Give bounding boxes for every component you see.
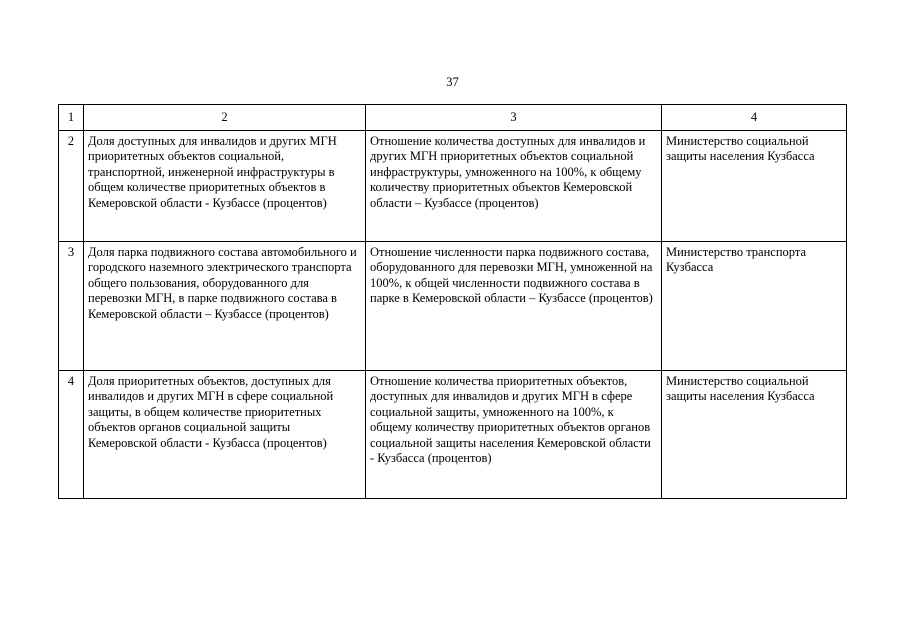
indicator-cell: Доля доступных для инвалидов и других МГН приоритетных объектов социальной, транспортной, инженерной инфраструктуры в общем количестве приоритетных объектов в Кемеровской области - Кузбассе (процентов) [84, 130, 366, 241]
row-number-cell: 3 [59, 241, 84, 370]
formula-cell: Отношение количества доступных для инвалидов и других МГН приоритетных объектов социальной инфраструктуры, умноженного на 100%, к общему количеству приоритетных объектов Кемеровской области – Кузбассе (процентов) [366, 130, 662, 241]
indicators-table [58, 104, 847, 499]
page-number: 37 [446, 75, 459, 89]
indicator-cell: Доля приоритетных объектов, доступных для инвалидов и других МГН в сфере социальной защиты, в общем количестве приоритетных объектов органов социальной защиты Кемеровской области - Кузбасса (процентов) [84, 370, 366, 498]
responsible-cell: Министерство социальной защиты населения Кузбасса [662, 370, 847, 498]
formula-cell: Отношение численности парка подвижного состава, оборудованного для перевозки МГН, умноженной на 100%, к общей численности подвижного состава в парке в Кемеровской области – Кузбассе (процентов) [366, 241, 662, 370]
column-header-2: 2 [84, 105, 366, 131]
table-row [59, 130, 847, 241]
column-header-3: 3 [366, 105, 662, 131]
table-row [59, 370, 847, 498]
table-header-row [59, 105, 847, 131]
column-header-1: 1 [59, 105, 84, 131]
column-header-4: 4 [662, 105, 847, 131]
row-number-cell: 2 [59, 130, 84, 241]
responsible-cell: Министерство транспорта Кузбасса [662, 241, 847, 370]
responsible-cell: Министерство социальной защиты населения Кузбасса [662, 130, 847, 241]
row-number-cell: 4 [59, 370, 84, 498]
indicator-cell: Доля парка подвижного состава автомобильного и городского наземного электрического транспорта общего пользования, оборудованного для перевозки МГН, в парке подвижного состава в Кемеровской области – Кузбассе (процентов) [84, 241, 366, 370]
table-row [59, 241, 847, 370]
formula-cell: Отношение количества приоритетных объектов, доступных для инвалидов и других МГН в сфере социальной защиты, умноженного на 100%, к общему количеству приоритетных объектов органов социальной защиты населения Кемеровской области - Кузбасса (процентов) [366, 370, 662, 498]
